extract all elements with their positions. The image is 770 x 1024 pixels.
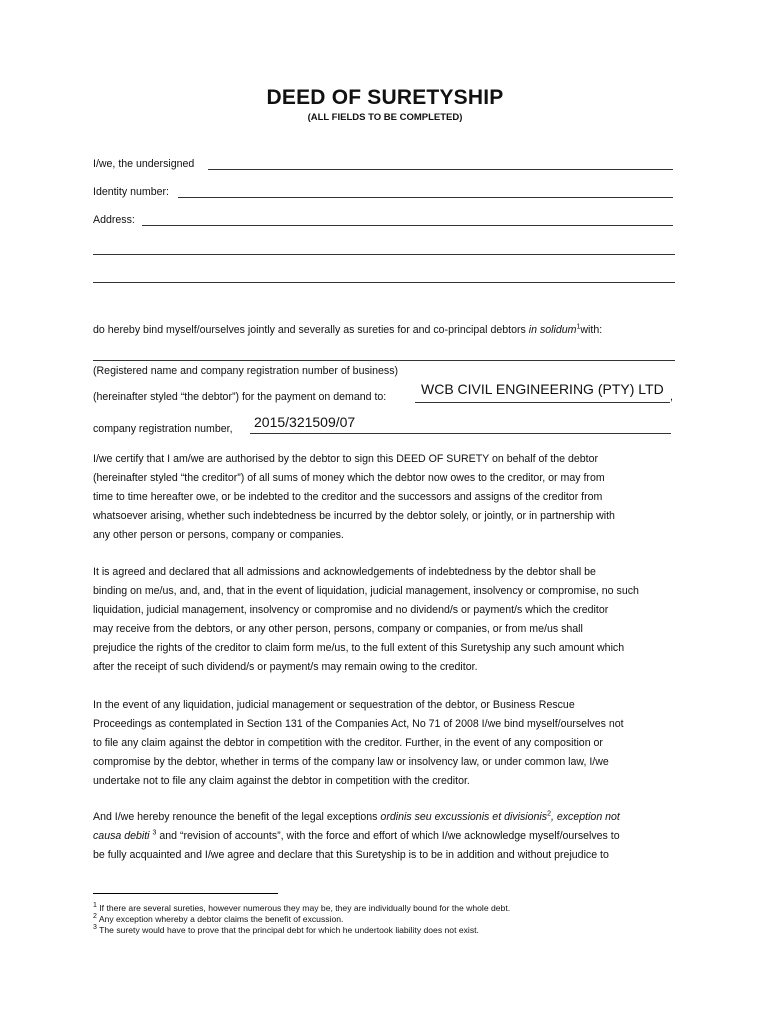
paragraph-liquidation <box>93 696 688 791</box>
paragraph-line: to file any claim against the debtor in competition with the creditor. Further, in the event of any composition or <box>93 737 603 749</box>
identity-field[interactable] <box>178 197 673 198</box>
bind-clause-italic: in solidum <box>528 324 577 336</box>
footnote-ref-3: 3 <box>152 829 157 837</box>
creditor-label: (hereinafter styled “the debtor”) for the payment on demand to: <box>93 391 387 403</box>
regno-field[interactable] <box>250 433 671 434</box>
page-subtitle: (ALL FIELDS TO BE COMPLETED) <box>307 112 463 123</box>
address-field-3[interactable] <box>93 282 675 283</box>
paragraph-line: compromise by the debtor, whether in terms of the company law or insolvency law, or under common law, I/we <box>93 756 609 768</box>
paragraph-line: liquidation, judicial management, insolvency or compromise and no dividend/s or payment/s which the creditor <box>93 604 609 616</box>
paragraph-line: In the event of any liquidation, judicial management or sequestration of the debtor, or Business Rescue <box>93 699 575 711</box>
footnote-2: $^2$ Any exception whereby a debtor claims the benefit of excussion. <box>93 913 344 924</box>
address-field-1[interactable] <box>142 225 673 226</box>
p4-l1-italic2: , exception not <box>550 811 620 823</box>
page-title: DEED OF SURETYSHIP <box>266 86 504 109</box>
paragraph-line: (hereinafter styled “the creditor”) of all sums of money which the debtor now owes to the creditor, or may from <box>93 472 605 484</box>
p4-l1-italic: ordinis seu excussionis et divisionis <box>380 811 548 823</box>
paragraph-line: binding on me/us, and, and, that in the event of liquidation, judicial management, insolvency or compromise, no such <box>93 585 639 597</box>
paragraph-line: may receive from the debtors, or any other person, persons, company or companies, or from me/us shall <box>93 623 583 635</box>
identity-label: Identity number: <box>93 186 169 198</box>
registered-name-field[interactable] <box>93 360 675 361</box>
paragraph-authorisation <box>93 450 688 545</box>
regno-label: company registration number, <box>93 423 233 435</box>
paragraph-line: undertake not to file any claim against the debtor in competition with the creditor. <box>93 775 470 787</box>
footnote-ref-2: 2 <box>547 810 551 818</box>
paragraph-renunciation <box>93 808 688 865</box>
paragraph-line <box>93 827 688 846</box>
footnote-divider <box>93 893 278 894</box>
paragraph-line: time to time hereafter owe, or be indebted to the creditor and the successors and assigns of the creditor from <box>93 491 603 503</box>
creditor-trail: , <box>670 391 673 403</box>
footnote-1: $^1$ If there are several sureties, however numerous they may be, they are individually bound for the whole debt. <box>93 902 511 913</box>
creditor-value: WCB CIVIL ENGINEERING (PTY) LTD <box>421 381 664 397</box>
paragraph-line: whatsoever arising, whether such indebtedness be incurred by the debtor solely, or jointly, or in partnership with <box>93 510 615 522</box>
p4-l1-pre: And I/we hereby renounce the benefit of the legal exceptions <box>93 811 378 823</box>
address-field-2[interactable] <box>93 254 675 255</box>
paragraph-line: prejudice the rights of the creditor to claim form me/us, to the full extent of this Suretyship any such amount which <box>93 642 625 654</box>
p4-l2-italic: causa debiti <box>93 830 150 842</box>
paragraph-line: any other person or persons, company or companies. <box>93 529 344 541</box>
paragraph-line: Proceedings as contemplated in Section 131 of the Companies Act, No 71 of 2008 I/we bind myself/ourselves not <box>93 718 624 730</box>
regno-value: 2015/321509/07 <box>254 414 356 430</box>
paragraph-line: I/we certify that I am/we are authorised by the debtor to sign this DEED OF SURETY on behalf of the debtor <box>93 453 599 465</box>
bind-clause-tail: with: <box>580 324 603 336</box>
paragraph-line: be fully acquainted and I/we agree and declare that this Suretyship is to be in addition and without prejudice to <box>93 849 609 861</box>
registered-caption: (Registered name and company registration number of business) <box>93 365 399 377</box>
p4-l2-post: and “revision of accounts”, with the force and effort of which I/we acknowledge myself/ourselves to <box>159 830 620 842</box>
undersigned-field[interactable] <box>208 169 673 170</box>
bind-clause <box>93 323 602 337</box>
bind-clause-text: do hereby bind myself/ourselves jointly and severally as sureties for and co-principal debtors <box>93 324 526 336</box>
footnote-ref-1: 1 <box>576 323 581 331</box>
footnote-3: $^3$ The surety would have to prove that the principal debt for which he undertook liability does not exist. <box>93 924 479 935</box>
address-label: Address: <box>93 214 135 226</box>
creditor-field[interactable] <box>415 402 670 403</box>
paragraph-line: after the receipt of such dividend/s or payment/s may remain owing to the creditor. <box>93 661 478 673</box>
paragraph-admissions <box>93 563 688 677</box>
undersigned-label: I/we, the undersigned <box>93 158 195 170</box>
paragraph-line <box>93 808 688 827</box>
paragraph-line: It is agreed and declared that all admissions and acknowledgements of indebtedness by the debtor shall be <box>93 566 596 578</box>
